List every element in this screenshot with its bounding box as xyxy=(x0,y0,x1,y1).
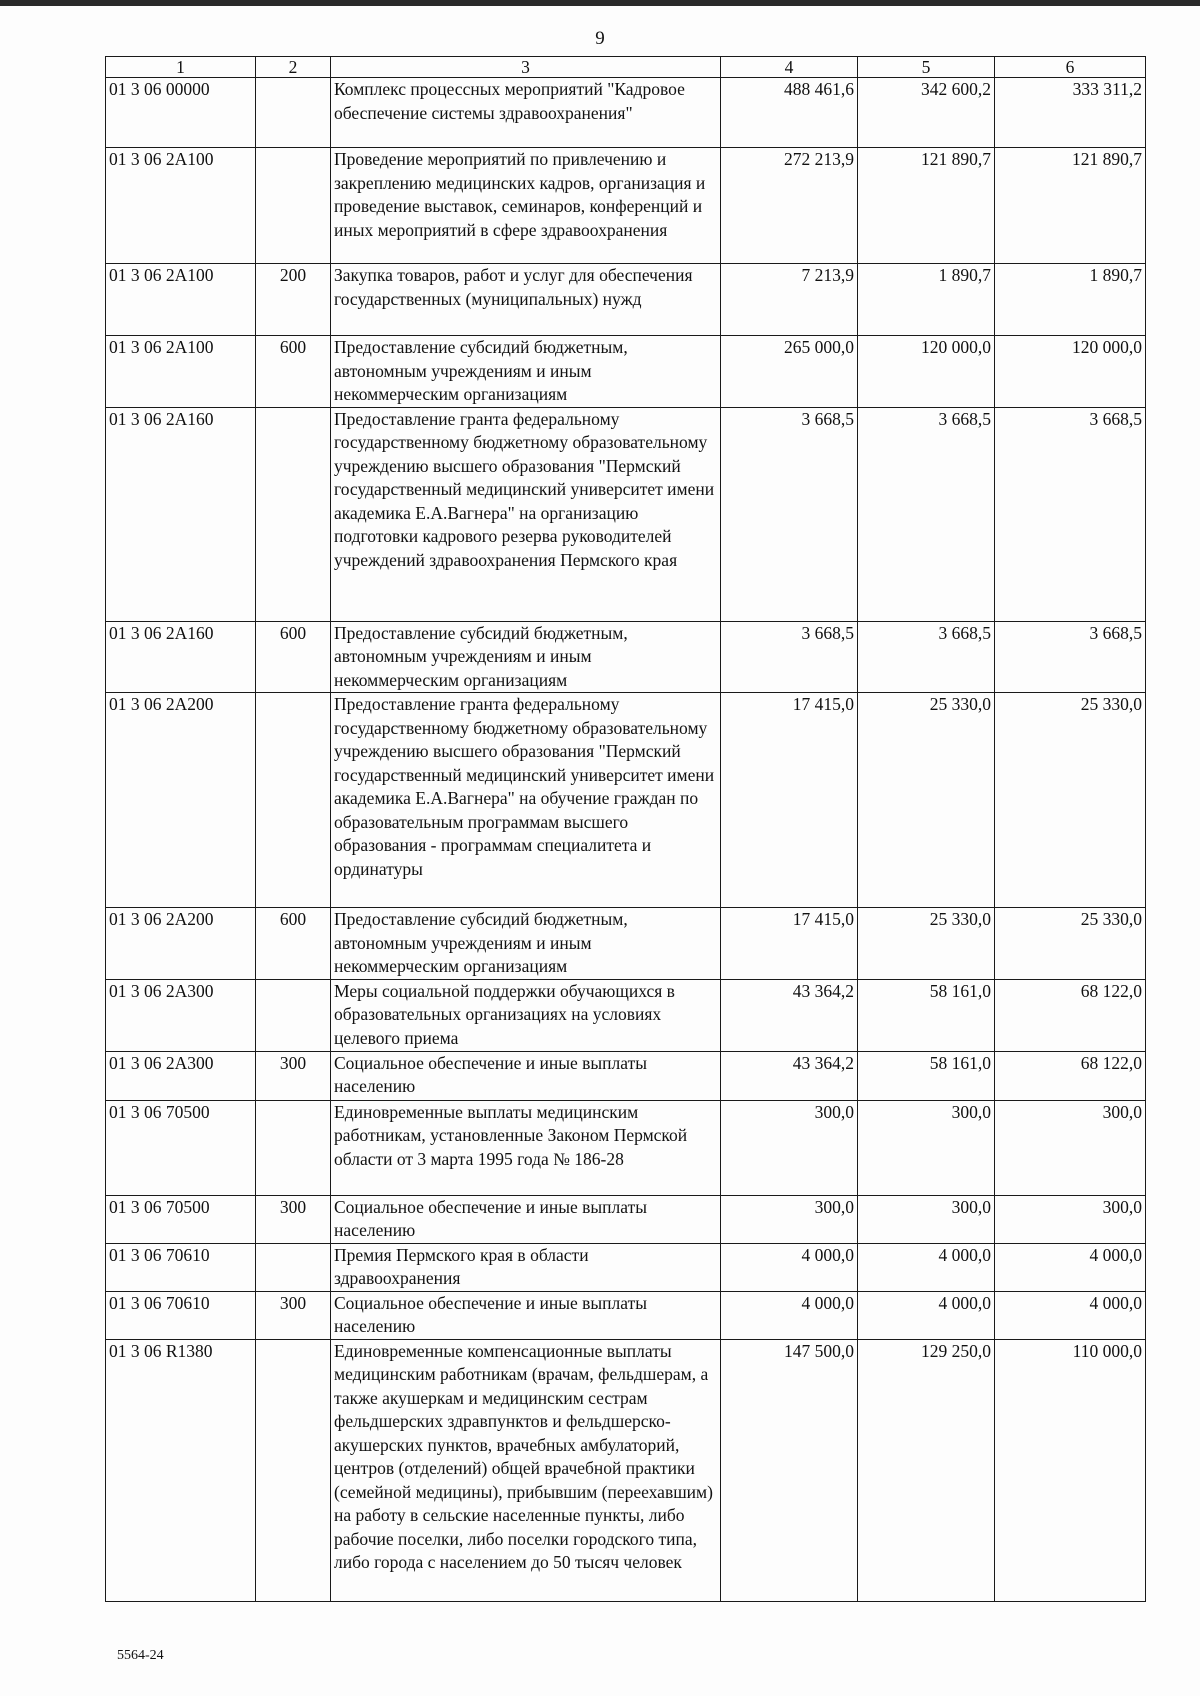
row-value-col4: 300,0 xyxy=(721,1195,858,1243)
row-value-col6: 120 000,0 xyxy=(995,336,1146,408)
column-header-6: 6 xyxy=(995,57,1146,78)
row-expense-kind xyxy=(256,407,331,621)
table-row xyxy=(106,1339,1146,1601)
row-value-col4: 17 415,0 xyxy=(721,908,858,980)
row-value-col4: 3 668,5 xyxy=(721,407,858,621)
row-value-col4: 147 500,0 xyxy=(721,1339,858,1601)
row-expense-kind xyxy=(256,1243,331,1291)
row-code: 01 3 06 70500 xyxy=(106,1100,256,1195)
row-expense-kind xyxy=(256,979,331,1051)
row-description: Единовременные компенсационные выплаты медицинским работникам (врачам, фельдшерам, а также акушеркам и медицинским сестрам фельдшерских здравпунктов и фельдшерско-акушерских пунктов, врачебных амбулаторий, центров (отделений) общей врачебной практики (семейной медицины), прибывшим (переехавшим) на работу в сельские населенные пункты, либо рабочие поселки, либо поселки городского типа, либо города с населением до 50 тысяч человек xyxy=(331,1339,721,1601)
row-value-col5: 1 890,7 xyxy=(858,264,995,336)
row-value-col6: 1 890,7 xyxy=(995,264,1146,336)
row-expense-kind: 300 xyxy=(256,1195,331,1243)
row-value-col4: 272 213,9 xyxy=(721,148,858,264)
table-row xyxy=(106,336,1146,408)
row-value-col4: 43 364,2 xyxy=(721,979,858,1051)
table-row xyxy=(106,78,1146,148)
row-code: 01 3 06 2А300 xyxy=(106,1051,256,1100)
table-row xyxy=(106,148,1146,264)
row-value-col6: 300,0 xyxy=(995,1100,1146,1195)
row-code: 01 3 06 2А160 xyxy=(106,407,256,621)
table-row xyxy=(106,1195,1146,1243)
row-expense-kind: 600 xyxy=(256,908,331,980)
row-code: 01 3 06 2А200 xyxy=(106,693,256,908)
row-value-col5: 3 668,5 xyxy=(858,407,995,621)
row-value-col5: 58 161,0 xyxy=(858,1051,995,1100)
row-expense-kind: 600 xyxy=(256,336,331,408)
table-row xyxy=(106,264,1146,336)
row-code: 01 3 06 00000 xyxy=(106,78,256,148)
row-expense-kind xyxy=(256,1100,331,1195)
table-row xyxy=(106,1100,1146,1195)
row-description: Комплекс процессных мероприятий "Кадровое обеспечение системы здравоохранения" xyxy=(331,78,721,148)
row-description: Предоставление субсидий бюджетным, автономным учреждениям и иным некоммерческим организациям xyxy=(331,621,721,693)
column-header-3: 3 xyxy=(331,57,721,78)
page-number: 9 xyxy=(595,28,605,49)
row-value-col6: 3 668,5 xyxy=(995,407,1146,621)
row-description: Социальное обеспечение и иные выплаты населению xyxy=(331,1051,721,1100)
row-value-col6: 68 122,0 xyxy=(995,979,1146,1051)
row-description: Премия Пермского края в области здравоохранения xyxy=(331,1243,721,1291)
row-value-col5: 129 250,0 xyxy=(858,1339,995,1601)
row-code: 01 3 06 2А100 xyxy=(106,264,256,336)
row-expense-kind: 600 xyxy=(256,621,331,693)
column-header-4: 4 xyxy=(721,57,858,78)
row-expense-kind: 300 xyxy=(256,1051,331,1100)
row-value-col6: 68 122,0 xyxy=(995,1051,1146,1100)
budget-table xyxy=(105,56,1146,1602)
header-row xyxy=(106,57,1146,78)
row-value-col5: 58 161,0 xyxy=(858,979,995,1051)
row-expense-kind xyxy=(256,1339,331,1601)
row-expense-kind: 300 xyxy=(256,1291,331,1339)
row-value-col4: 4 000,0 xyxy=(721,1291,858,1339)
row-description: Социальное обеспечение и иные выплаты населению xyxy=(331,1291,721,1339)
row-value-col5: 300,0 xyxy=(858,1100,995,1195)
row-expense-kind: 200 xyxy=(256,264,331,336)
row-value-col6: 4 000,0 xyxy=(995,1291,1146,1339)
row-value-col6: 333 311,2 xyxy=(995,78,1146,148)
row-value-col4: 488 461,6 xyxy=(721,78,858,148)
row-code: 01 3 06 2А300 xyxy=(106,979,256,1051)
row-value-col6: 25 330,0 xyxy=(995,908,1146,980)
row-description: Предоставление гранта федеральному государственному бюджетному образовательному учреждению высшего образования "Пермский государственный медицинский университет имени академика Е.А.Вагнера" на организацию подготовки кадрового резерва руководителей учреждений здравоохранения Пермского края xyxy=(331,407,721,621)
row-value-col5: 4 000,0 xyxy=(858,1243,995,1291)
row-code: 01 3 06 R1380 xyxy=(106,1339,256,1601)
row-value-col5: 25 330,0 xyxy=(858,693,995,908)
table-row xyxy=(106,621,1146,693)
row-value-col5: 300,0 xyxy=(858,1195,995,1243)
row-code: 01 3 06 2А200 xyxy=(106,908,256,980)
row-value-col4: 4 000,0 xyxy=(721,1243,858,1291)
row-description: Предоставление субсидий бюджетным, автономным учреждениям и иным некоммерческим организациям xyxy=(331,336,721,408)
table-row xyxy=(106,1291,1146,1339)
table-row xyxy=(106,407,1146,621)
document-code: 5564-24 xyxy=(117,1648,164,1663)
row-code: 01 3 06 2А160 xyxy=(106,621,256,693)
row-expense-kind xyxy=(256,148,331,264)
row-code: 01 3 06 2А100 xyxy=(106,336,256,408)
row-value-col4: 265 000,0 xyxy=(721,336,858,408)
row-value-col6: 300,0 xyxy=(995,1195,1146,1243)
row-expense-kind xyxy=(256,78,331,148)
row-value-col5: 342 600,2 xyxy=(858,78,995,148)
row-description: Единовременные выплаты медицинским работникам, установленные Законом Пермской области от 3 марта 1995 года № 186-28 xyxy=(331,1100,721,1195)
table-row xyxy=(106,1243,1146,1291)
row-value-col6: 25 330,0 xyxy=(995,693,1146,908)
row-value-col6: 110 000,0 xyxy=(995,1339,1146,1601)
row-value-col5: 4 000,0 xyxy=(858,1291,995,1339)
row-value-col5: 121 890,7 xyxy=(858,148,995,264)
row-value-col6: 3 668,5 xyxy=(995,621,1146,693)
row-code: 01 3 06 70610 xyxy=(106,1243,256,1291)
row-code: 01 3 06 70610 xyxy=(106,1291,256,1339)
scan-edge xyxy=(0,0,1200,6)
row-value-col4: 300,0 xyxy=(721,1100,858,1195)
table-row xyxy=(106,979,1146,1051)
table-row xyxy=(106,693,1146,908)
row-value-col5: 3 668,5 xyxy=(858,621,995,693)
row-value-col4: 3 668,5 xyxy=(721,621,858,693)
column-header-2: 2 xyxy=(256,57,331,78)
row-value-col5: 25 330,0 xyxy=(858,908,995,980)
row-value-col5: 120 000,0 xyxy=(858,336,995,408)
row-value-col4: 7 213,9 xyxy=(721,264,858,336)
row-description: Предоставление субсидий бюджетным, автономным учреждениям и иным некоммерческим организациям xyxy=(331,908,721,980)
column-header-1: 1 xyxy=(106,57,256,78)
table-row xyxy=(106,908,1146,980)
row-code: 01 3 06 2А100 xyxy=(106,148,256,264)
row-description: Закупка товаров, работ и услуг для обеспечения государственных (муниципальных) нужд xyxy=(331,264,721,336)
column-header-5: 5 xyxy=(858,57,995,78)
row-value-col6: 121 890,7 xyxy=(995,148,1146,264)
row-expense-kind xyxy=(256,693,331,908)
row-description: Социальное обеспечение и иные выплаты населению xyxy=(331,1195,721,1243)
row-description: Предоставление гранта федеральному государственному бюджетному образовательному учреждению высшего образования "Пермский государственный медицинский университет имени академика Е.А.Вагнера" на обучение граждан по образовательным программам высшего образования - программам специалитета и ординатуры xyxy=(331,693,721,908)
row-value-col4: 43 364,2 xyxy=(721,1051,858,1100)
table-row xyxy=(106,1051,1146,1100)
row-description: Меры социальной поддержки обучающихся в образовательных организациях на условиях целевого приема xyxy=(331,979,721,1051)
row-description: Проведение мероприятий по привлечению и закреплению медицинских кадров, организация и проведение выставок, семинаров, конференций и иных мероприятий в сфере здравоохранения xyxy=(331,148,721,264)
row-value-col6: 4 000,0 xyxy=(995,1243,1146,1291)
row-code: 01 3 06 70500 xyxy=(106,1195,256,1243)
row-value-col4: 17 415,0 xyxy=(721,693,858,908)
